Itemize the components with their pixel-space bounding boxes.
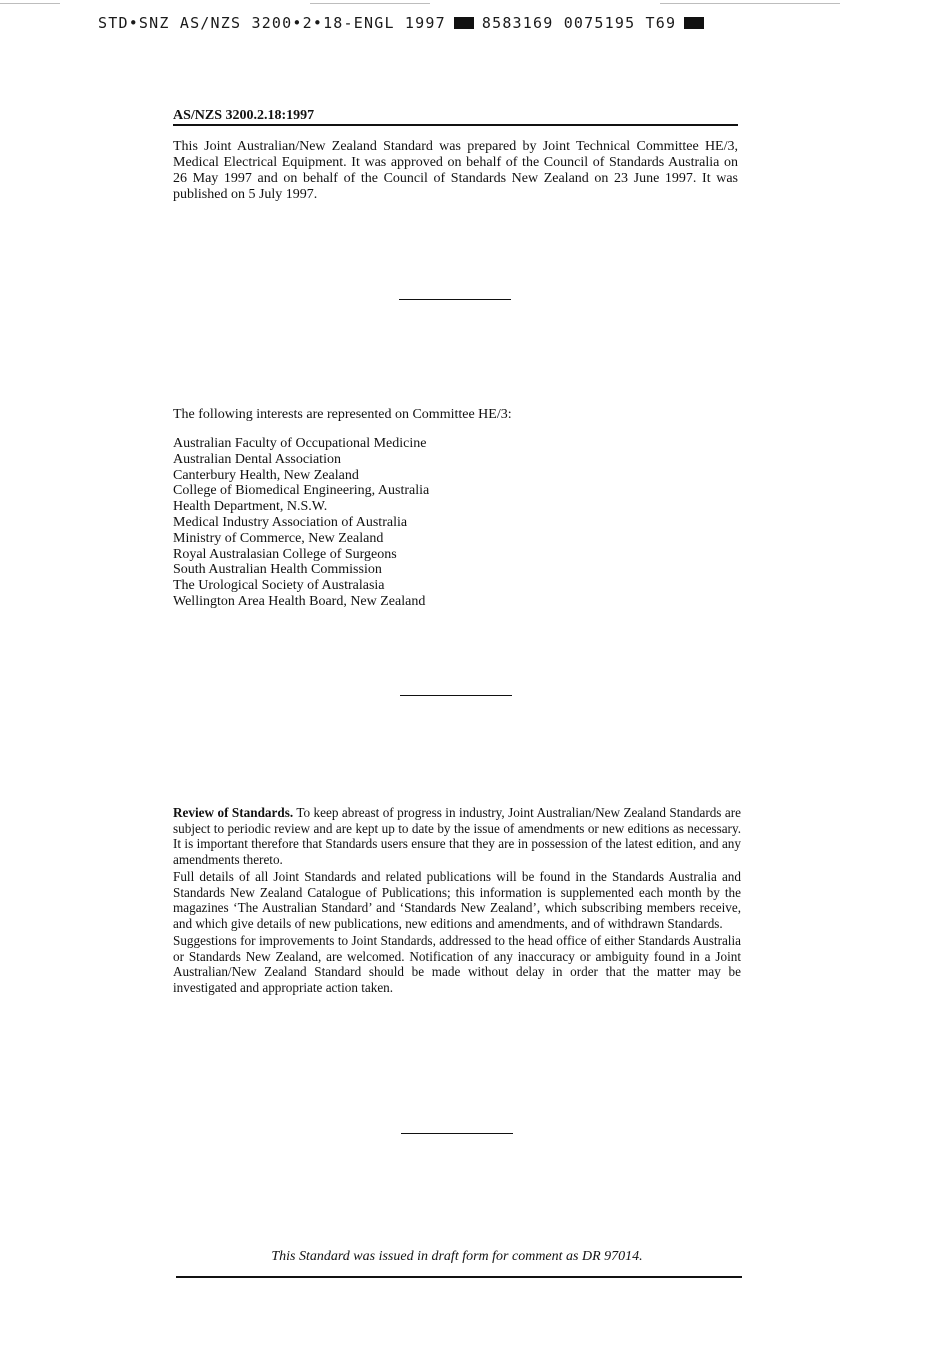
document-title: AS/NZS 3200.2.18:1997 — [173, 108, 315, 123]
scan-header — [98, 14, 798, 32]
redaction-block — [684, 17, 704, 29]
list-item: Medical Industry Association of Australia — [173, 514, 408, 530]
list-item: College of Biomedical Engineering, Australia — [173, 483, 430, 499]
section-divider — [401, 1133, 513, 1134]
scan-header-left: STD•SNZ AS/NZS 3200•2•18-ENGL 1997 — [98, 14, 446, 32]
list-item: Health Department, N.S.W. — [173, 499, 328, 515]
review-text-1: To keep abreast of progress in industry, Joint Australian/New Zealand Standards are subject to periodic review and are kept up to date by the issue of amendments or new editions as necessary. It is important therefore that Standards users ensure that they are in possession of the latest edition, and any amendments thereto. — [173, 805, 741, 867]
draft-note: This Standard was issued in draft form for comment as DR 97014. — [271, 1249, 643, 1264]
review-of-standards-section — [173, 805, 741, 997]
review-heading: Review of Standards. — [173, 805, 294, 820]
list-item: Canterbury Health, New Zealand — [173, 467, 359, 483]
scan-header-middle: 8583169 0075195 T69 — [481, 14, 677, 32]
committee-intro: The following interests are represented on Committee HE/3: — [173, 407, 512, 422]
review-paragraph-2: Full details of all Joint Standards and related publications will be found in the Standards Australia and Standards New Zealand Catalogue of Publications; this information is supplemented each month by the magazines ‘The Australian Standard’ and ‘Standards New Zealand’, which subscribing members receive, and which give details of new publications, new editions and amendments, and of withdrawn Standards. — [173, 869, 741, 931]
list-item: Australian Dental Association — [173, 451, 341, 467]
redaction-block — [454, 17, 474, 29]
list-item: The Urological Society of Australasia — [173, 578, 385, 594]
list-item: Australian Faculty of Occupational Medicine — [173, 436, 427, 451]
title-rule — [173, 124, 738, 126]
section-divider — [399, 299, 511, 300]
list-item: South Australian Health Commission — [173, 562, 382, 578]
review-paragraph-1 — [173, 805, 741, 867]
scan-artifact — [0, 3, 60, 4]
review-paragraph-3: Suggestions for improvements to Joint Standards, addressed to the head office of either Standards Australia or Standards New Zealand, are welcomed. Notification of any inaccuracy or ambiguity found in a Joint Australian/New Zealand Standard should be made without delay in order that the matter may be investigated and appropriate action taken. — [173, 933, 741, 995]
footer-rule — [176, 1276, 742, 1278]
list-item: Royal Australasian College of Surgeons — [173, 546, 397, 562]
scan-artifact — [660, 3, 840, 4]
list-item: Ministry of Commerce, New Zealand — [173, 530, 384, 546]
intro-paragraph: This Joint Australian/New Zealand Standard was prepared by Joint Technical Committee HE/3, Medical Electrical Equipment. It was approved on behalf of the Council of Standards Australia on 26 May 1997 and on behalf of the Council of Standards New Zealand on 23 June 1997. It was published on 5 July 1997. — [173, 139, 738, 202]
list-item: Wellington Area Health Board, New Zealand — [173, 593, 426, 609]
section-divider — [400, 695, 512, 696]
committee-member-list — [173, 436, 429, 610]
scan-artifact — [310, 3, 430, 4]
